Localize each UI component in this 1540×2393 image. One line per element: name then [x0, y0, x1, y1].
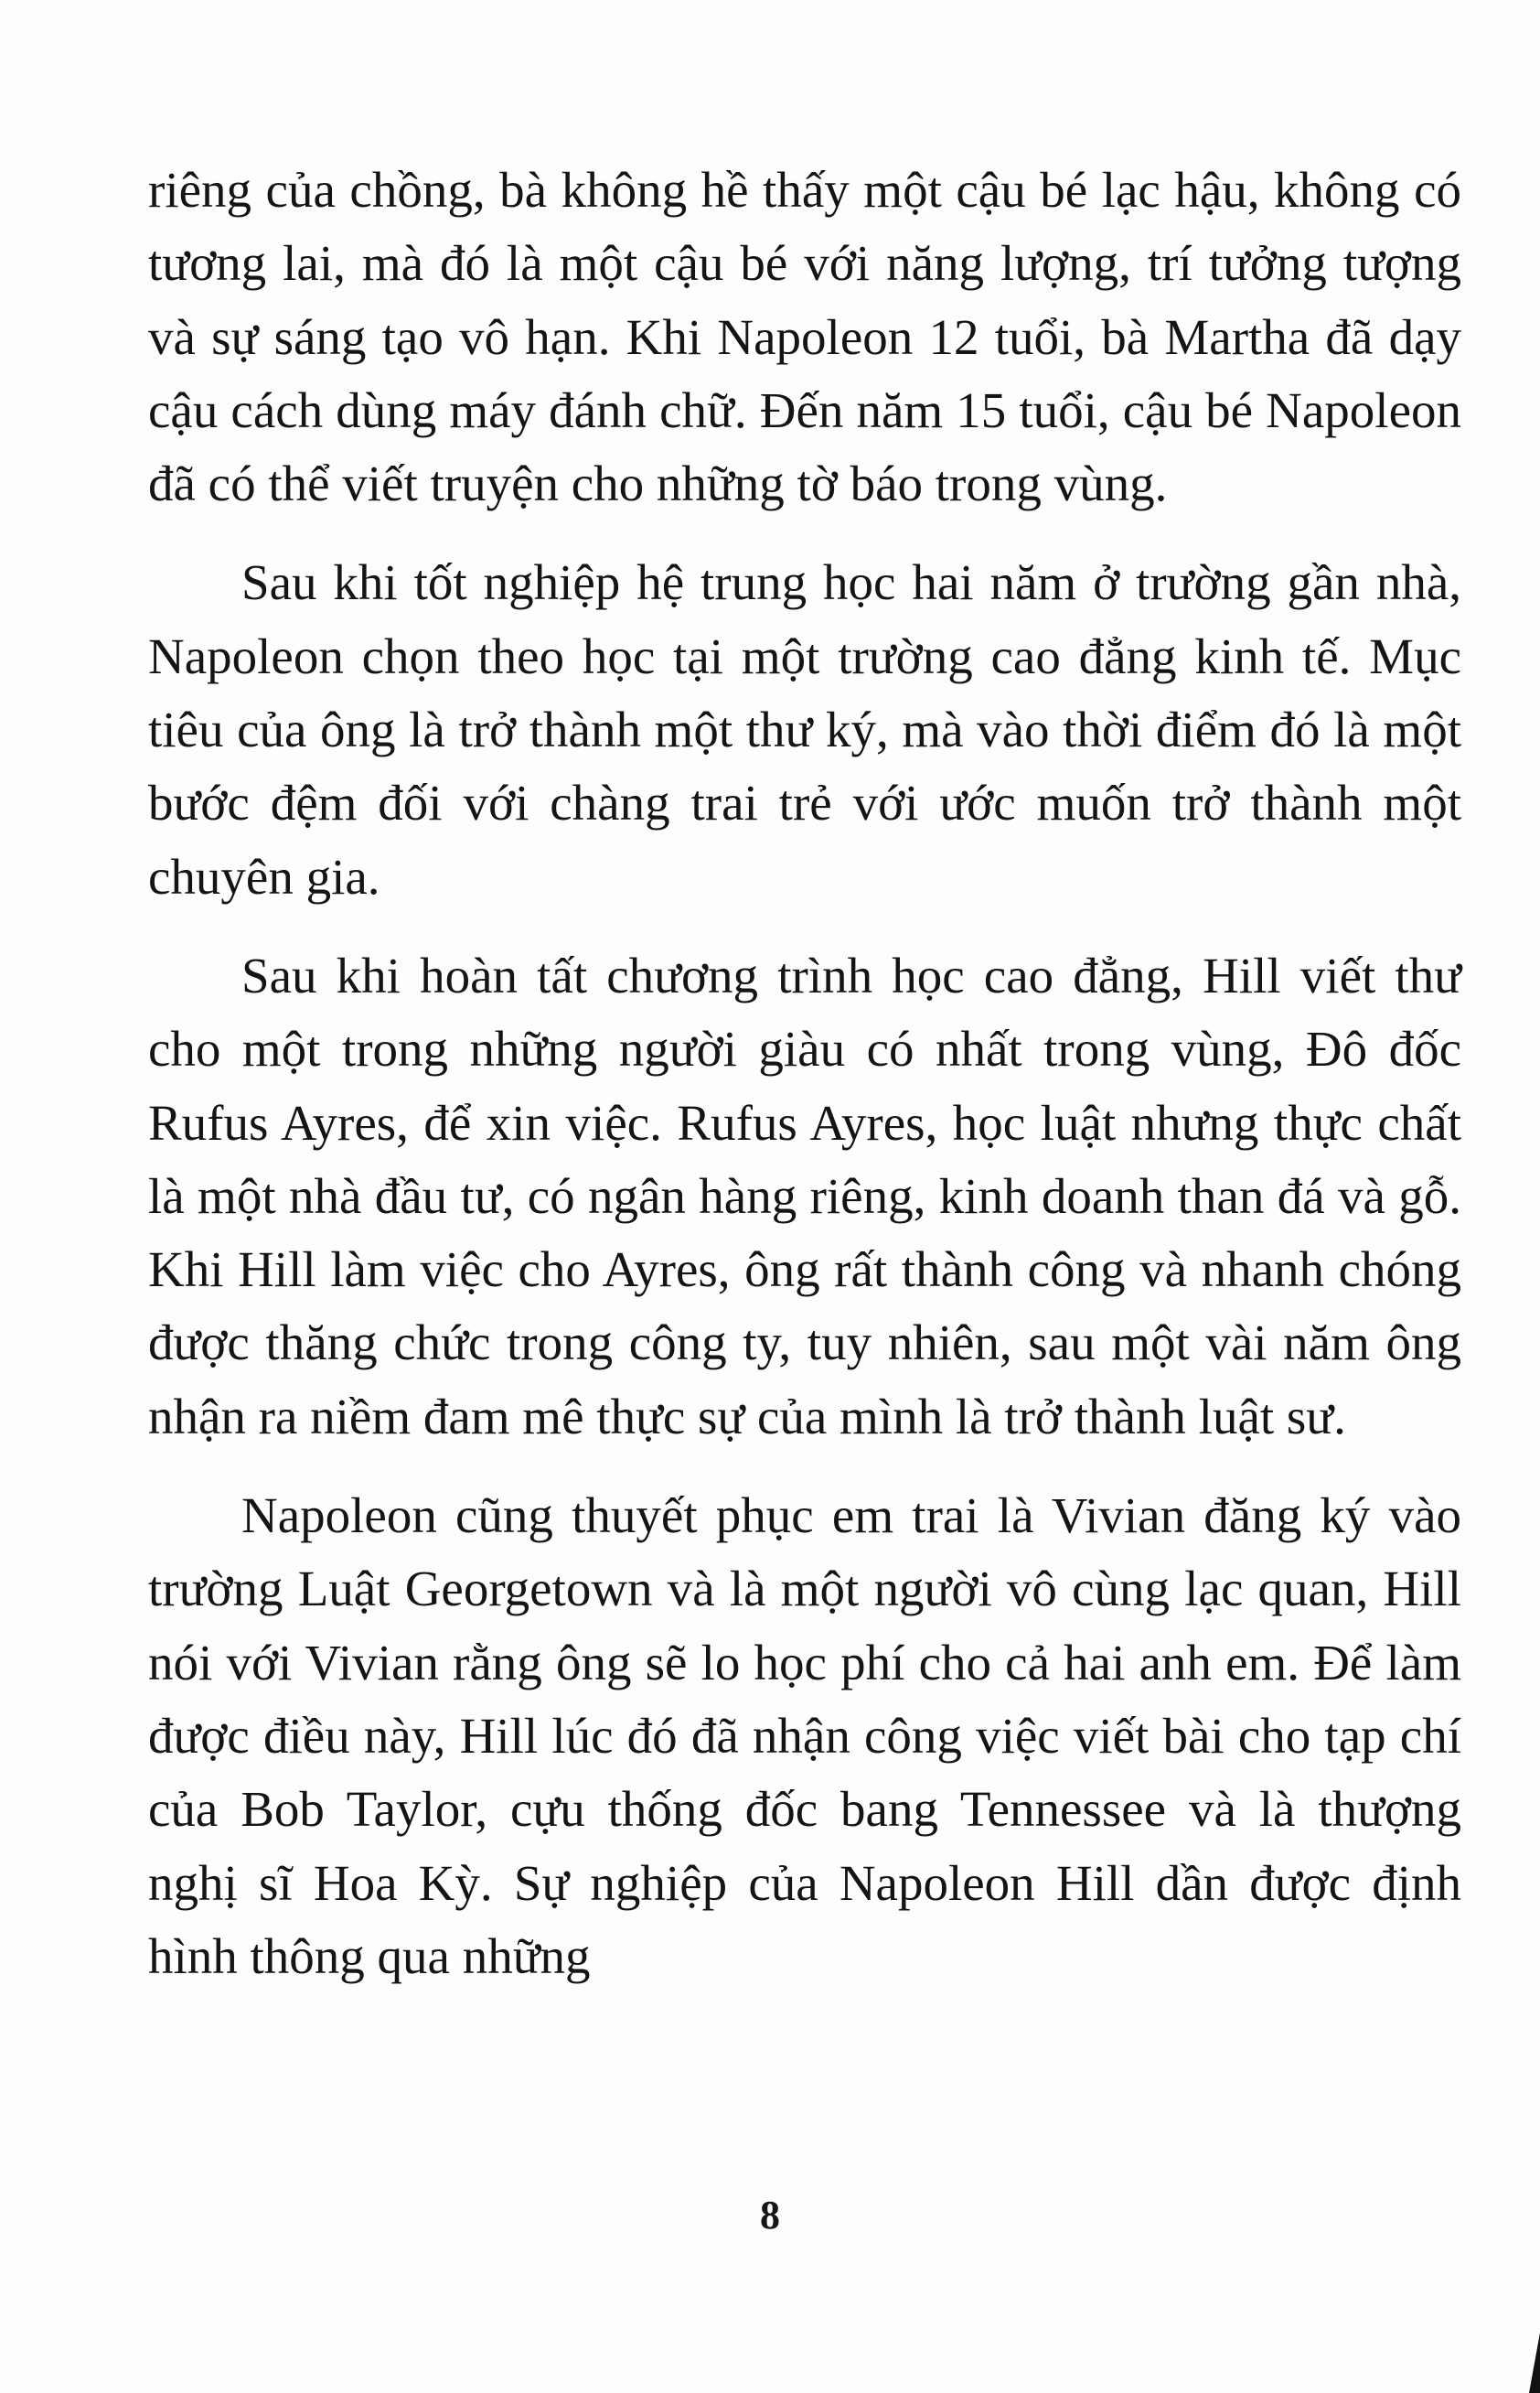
page-number: 8 [760, 2193, 780, 2237]
paragraph-continued: riêng của chồng, bà không hề thấy một cậu bé lạc hậu, không có tương lai, mà đó là một cậu bé với năng lượng, trí tưởng tượng và sự sáng tạo vô hạn. Khi Napoleon 12 tuổi, bà Martha đã dạy cậu cách dùng máy đánh chữ. Đến năm 15 tuổi, cậu bé Napoleon đã có thể viết truyện cho những tờ báo trong vùng. [148, 162, 1461, 512]
body-text [148, 154, 1461, 1993]
page-edge-mark [1529, 2333, 1540, 2393]
paragraph-graduation: Sau khi tốt nghiệp hệ trung học hai năm ở trường gần nhà, Napoleon chọn theo học tại một trường cao đẳng kinh tế. Mục tiêu của ông là trở thành một thư ký, mà vào thời điểm đó là một bước đệm đối với chàng trai trẻ với ước muốn trở thành một chuyên gia. [148, 554, 1461, 905]
paragraph-georgetown: Napoleon cũng thuyết phục em trai là Vivian đăng ký vào trường Luật Georgetown và là một người vô cùng lạc quan, Hill nói với Vivian rằng ông sẽ lo học phí cho cả hai anh em. Để làm được điều này, Hill lúc đó đã nhận công việc viết bài cho tạp chí của Bob Taylor, cựu thống đốc bang Tennessee và là thượng nghị sĩ Hoa Kỳ. Sự nghiệp của Napoleon Hill dần được định hình thông qua những [148, 1487, 1461, 1984]
paragraph-rufus-ayres: Sau khi hoàn tất chương trình học cao đẳng, Hill viết thư cho một trong những người giàu có nhất trong vùng, Đô đốc Rufus Ayres, để xin việc. Rufus Ayres, học luật nhưng thực chất là một nhà đầu tư, có ngân hàng riêng, kinh doanh than đá và gỗ. Khi Hill làm việc cho Ayres, ông rất thành công và nhanh chóng được thăng chức trong công ty, tuy nhiên, sau một vài năm ông nhận ra niềm đam mê thực sự của mình là trở thành luật sư. [148, 947, 1461, 1444]
